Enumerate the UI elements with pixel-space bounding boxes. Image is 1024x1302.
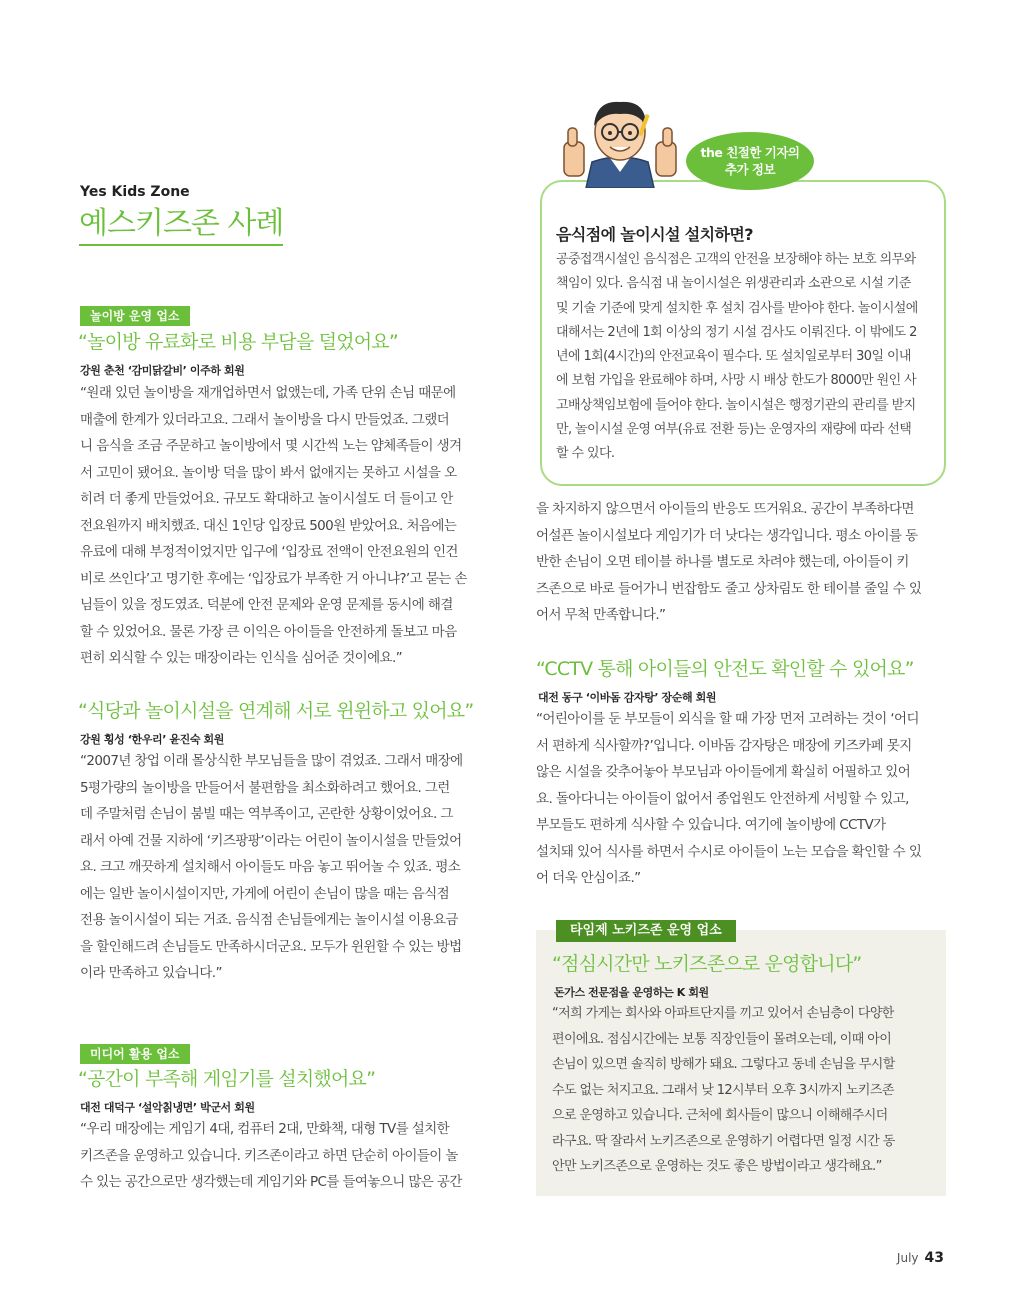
case-byline: 돈가스 전문점을 운영하는 K 회원 — [554, 986, 709, 999]
case-headline: “공간이 부족해 게임기를 설치했어요” — [78, 1068, 376, 1090]
case-byline: 대전 동구 ‘이바돔 감자탕’ 장순해 회원 — [538, 691, 717, 704]
body-line: 편이에요. 점심시간에는 보통 직장인들이 몰려오는데, 이때 아이 — [552, 1031, 892, 1047]
body-line: 할 수 있다. — [556, 446, 615, 462]
body-line: 책임이 있다. 음식점 내 놀이시설은 위생관리과 소관으로 시설 기준 — [556, 276, 911, 292]
bubble-line: the 친절한 기자의 — [700, 145, 800, 160]
body-line: 손님이 있으면 솔직히 방해가 돼요. 그렇다고 동네 손님을 무시할 — [552, 1057, 895, 1072]
body-line: 편히 외식할 수 있는 매장이라는 인식을 심어준 것이에요.” — [80, 650, 403, 666]
case-headline: “CCTV 통해 아이들의 안전도 확인할 수 있어요” — [536, 658, 914, 680]
body-line: 키즈존을 운영하고 있습니다. 키즈존이라고 하면 단순히 아이들이 놀 — [80, 1147, 458, 1164]
case-byline: 강원 횡성 ‘한우리’ 윤진숙 회원 — [80, 733, 224, 746]
page-number: 43 — [924, 1250, 944, 1266]
body-line: “어린아이를 둔 부모들이 외식을 할 때 가장 먼저 고려하는 것이 ‘어디 — [536, 711, 919, 727]
case-headline: “식당과 놀이시설을 연계해 서로 윈윈하고 있어요” — [78, 700, 474, 722]
body-line: 수 있는 공간으로만 생각했는데 게임기와 PC를 들여놓으니 많은 공간 — [80, 1174, 462, 1190]
issue-month: July — [896, 1251, 919, 1265]
bubble-line: 추가 정보 — [724, 162, 776, 177]
body-line: 님들이 있을 정도였죠. 덕분에 안전 문제와 운영 문제를 동시에 해결 — [80, 597, 453, 613]
body-line: 매출에 한계가 있더라고요. 그래서 놀이방을 다시 만들었죠. 그랬더 — [80, 411, 450, 428]
body-line: 을 할인해드려 손님들도 만족하시더군요. 모두가 윈윈할 수 있는 방법 — [80, 938, 462, 955]
case-headline: “놀이방 유료화로 비용 부담을 덜었어요” — [78, 331, 398, 353]
case-byline: 강원 춘천 ‘감미닭갈비’ 이주하 회원 — [80, 364, 245, 377]
body-line: “원래 있던 놀이방을 재개업하면서 없앴는데, 가족 단위 손님 때문에 — [80, 385, 456, 401]
reporter-speech-bubble — [686, 132, 814, 190]
body-line: 래서 아예 건물 지하에 ‘키즈팡팡’이라는 어린이 놀이시설을 만들었어 — [80, 832, 462, 849]
body-line: 을 차지하지 않으면서 아이들의 반응도 뜨거워요. 공간이 부족하다면 — [536, 501, 914, 517]
body-line: 전용 놀이시설이 되는 거죠. 음식점 손님들에게는 놀이시설 이용요금 — [80, 912, 458, 928]
body-line: 및 기술 기준에 맞게 설치한 후 설치 검사를 받아야 한다. 놀이시설에 — [556, 300, 918, 316]
body-line: 반한 손님이 오면 테이블 하나를 별도로 차려야 했는데, 아이들이 키 — [536, 554, 909, 570]
body-line: 히려 더 좋게 만들었어요. 규모도 확대하고 놀이시설도 더 들이고 안 — [80, 491, 453, 507]
body-line: 년에 1회(4시간)의 안전교육이 필수다. 또 설치일로부터 30일 이내 — [556, 349, 911, 365]
body-line: “2007년 창업 이래 몰상식한 부모님들을 많이 겪었죠. 그래서 매장에 — [80, 753, 463, 769]
category-tag-no-kids-zone: 타임제 노키즈존 운영 업소 — [556, 920, 736, 942]
body-line: 에는 일반 놀이시설이지만, 가게에 어린이 손님이 많을 때는 음식점 — [80, 885, 450, 902]
case-body — [552, 1001, 934, 1180]
body-line: 만, 놀이시설 운영 여부(유료 전환 등)는 운영자의 재량에 따라 선택 — [556, 422, 912, 438]
body-line: 공중접객시설인 음식점은 고객의 안전을 보장해야 하는 보호 의무와 — [556, 252, 916, 267]
info-box-body — [556, 248, 932, 467]
section-eyebrow: Yes Kids Zone — [80, 184, 190, 200]
case-body — [80, 1116, 488, 1196]
body-line: 요. 크고 깨끗하게 설치해서 아이들도 마음 놓고 뛰어놀 수 있죠. 평소 — [80, 859, 461, 875]
page-title: 예스키즈존 사례 — [79, 198, 283, 246]
body-line: 부모들도 편하게 식사할 수 있습니다. 여기에 놀이방에 CCTV가 — [536, 817, 886, 833]
body-line: 으로 운영하고 있습니다. 근처에 회사들이 많으니 이해해주시더 — [552, 1108, 888, 1123]
case-byline: 대전 대덕구 ‘설악칡냉면’ 박군서 회원 — [80, 1101, 255, 1114]
body-line: 고배상책임보험에 들어야 한다. 놀이시설은 행정기관의 관리를 받지 — [556, 397, 916, 413]
body-line: 어설픈 놀이시설보다 게임기가 더 낫다는 생각입니다. 평소 아이를 동 — [536, 527, 918, 544]
body-line: 요. 돌아다니는 아이들이 없어서 종업원도 안전하게 서빙할 수 있고, — [536, 790, 909, 807]
body-line: 에 보험 가입을 완료해야 하며, 사망 시 배상 한도가 8000만 원인 사 — [556, 373, 917, 389]
body-line: 대해서는 2년에 1회 이상의 정기 시설 검사도 이뤄진다. 이 밖에도 2 — [556, 324, 917, 340]
case-body-continued — [536, 496, 946, 629]
body-line: 안만 노키즈존으로 운영하는 것도 좋은 방법이라고 생각해요.” — [552, 1159, 882, 1174]
body-line: 서 편하게 식사할까?’입니다. 이바돔 감자탕은 매장에 키즈카페 못지 — [536, 737, 912, 754]
body-line: 전요원까지 배치했죠. 대신 1인당 입장료 500원 받았어요. 처음에는 — [80, 517, 457, 534]
info-box-title: 음식점에 놀이시설 설치하면? — [556, 225, 753, 244]
body-line: 즈존으로 바로 들어가니 번잡함도 줄고 상차림도 한 테이블 줄일 수 있 — [536, 580, 922, 597]
body-line: 니 음식을 조금 주문하고 놀이방에서 몇 시간씩 노는 얌체족들이 생겨 — [80, 438, 462, 454]
body-line: 수도 없는 처지고요. 그래서 낮 12시부터 오후 3시까지 노키즈존 — [552, 1082, 894, 1098]
page-footer — [897, 1250, 944, 1266]
case-body — [536, 706, 946, 892]
body-line: 어 더욱 안심이죠.” — [536, 870, 641, 886]
body-line: 할 수 있었어요. 물론 가장 큰 이익은 아이들을 안전하게 돌보고 마음 — [80, 623, 457, 640]
body-line: 설치돼 있어 식사를 하면서 수시로 아이들이 노는 모습을 확인할 수 있 — [536, 843, 922, 860]
body-line: 서 고민이 됐어요. 놀이방 덕을 많이 봐서 없애지는 못하고 시설을 오 — [80, 464, 457, 481]
case-headline: “점심시간만 노키즈존으로 운영합니다” — [552, 953, 862, 975]
category-tag-playroom: 놀이방 운영 업소 — [80, 306, 190, 326]
body-line: 데 주말처럼 손님이 붐빌 때는 역부족이고, 곤란한 상황이었어요. 그 — [80, 806, 453, 822]
body-line: 5평가량의 놀이방을 만들어서 불편함을 최소화하려고 했어요. 그런 — [80, 779, 450, 796]
body-line: 어서 무척 만족합니다.” — [536, 607, 666, 623]
body-line: “저희 가게는 회사와 아파트단지를 끼고 있어서 손님층이 다양한 — [552, 1006, 894, 1021]
body-line: 유료에 대해 부정적이었지만 입구에 ‘입장료 전액이 안전요원의 인건 — [80, 544, 458, 560]
category-tag-media: 미디어 활용 업소 — [80, 1044, 190, 1064]
reporter-character-illustration — [560, 92, 680, 188]
body-line: 않은 시설을 갖추어놓아 부모님과 아이들에게 확실히 어필하고 있어 — [536, 764, 911, 780]
body-line: “우리 매장에는 게임기 4대, 컴퓨터 2대, 만화책, 대형 TV를 설치한 — [80, 1121, 450, 1137]
body-line: 라구요. 딱 잘라서 노키즈존으로 운영하기 어렵다면 일정 시간 동 — [552, 1133, 895, 1149]
case-body — [80, 748, 488, 987]
body-line: 이라 만족하고 있습니다.” — [80, 965, 222, 981]
case-body — [80, 380, 488, 672]
body-line: 비로 쓰인다’고 명기한 후에는 ‘입장료가 부족한 거 아니냐?’고 묻는 손 — [80, 570, 467, 587]
